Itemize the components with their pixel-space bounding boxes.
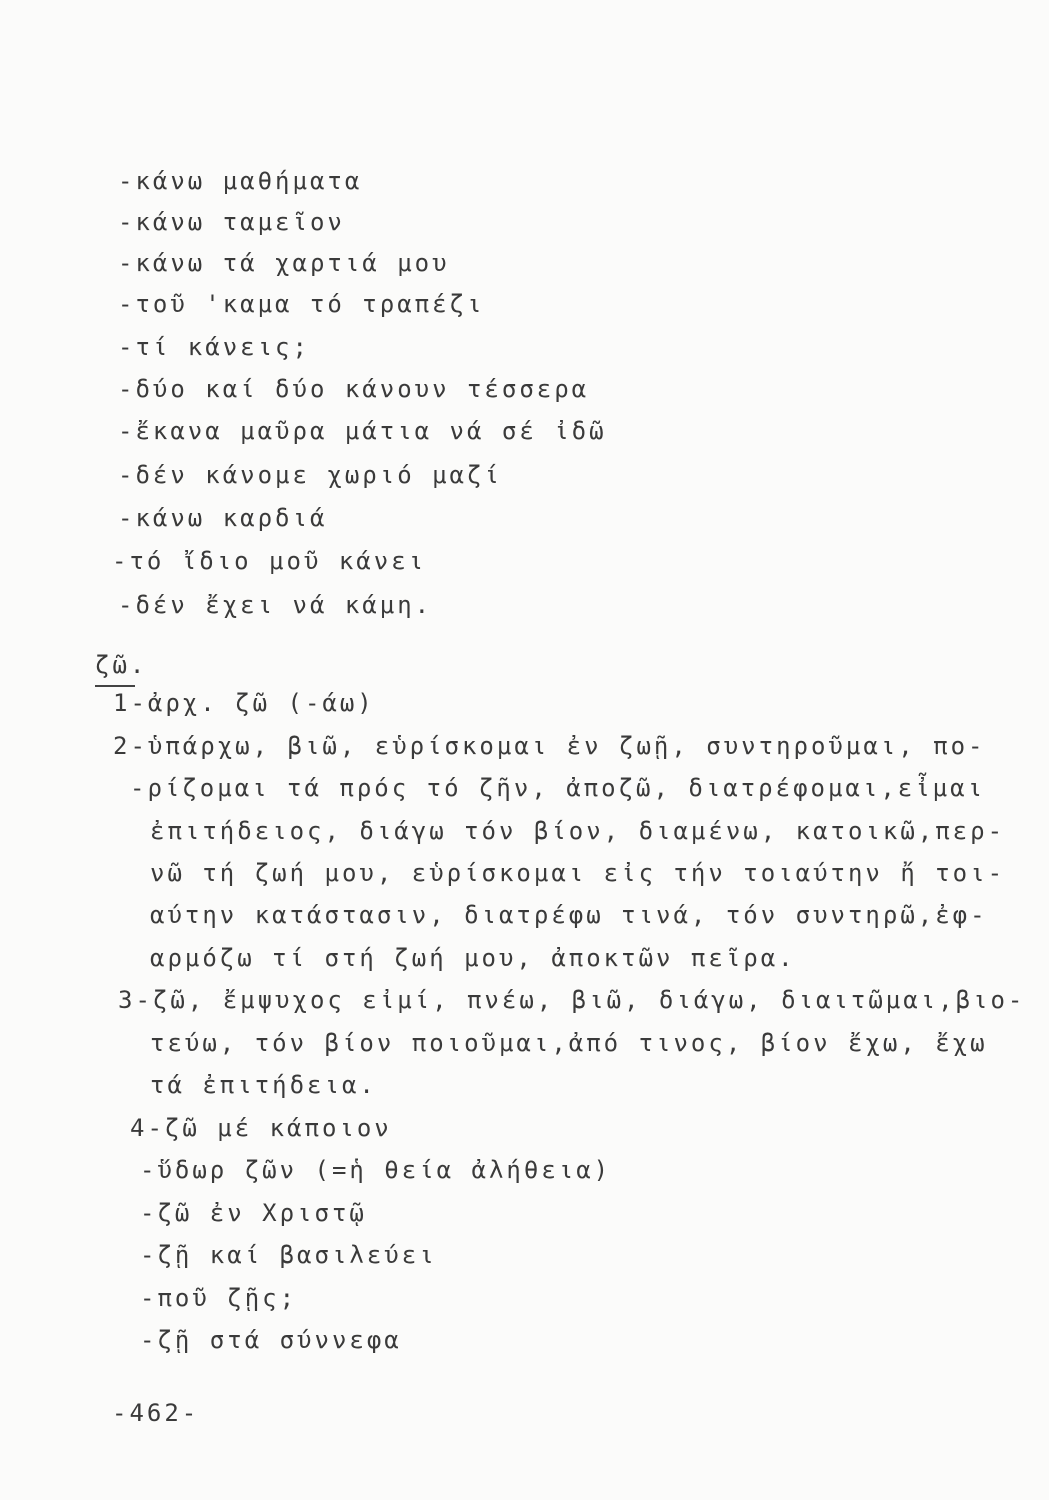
text-line: 2-ὑπάρχω, βιῶ, εὑρίσκομαι ἐν ζωῇ, συντηροῦμαι, πο- — [113, 732, 986, 760]
text-line: -κάνω τά χαρτιά μου — [118, 249, 450, 277]
heading-underline — [95, 685, 135, 687]
text-line: -τό ἴδιο μοῦ κάνει — [112, 547, 427, 575]
text-line: τεύω, τόν βίον ποιοῦμαι,ἀπό τινος, βίον ἔχω, ἔχω — [150, 1029, 988, 1057]
text-line: τά ἐπιτήδεια. — [150, 1071, 377, 1099]
text-line: -ποῦ ζῇς; — [140, 1284, 298, 1312]
text-line: 3-ζῶ, ἔμψυχος εἰμί, πνέω, βιῶ, διάγω, διαιτῶμαι,βιο- — [118, 986, 1026, 1014]
page-number: -462- — [112, 1399, 200, 1427]
text-line: -ρίζομαι τά πρός τό ζῆν, ἀποζῶ, διατρέφομαι,εἶμαι — [130, 774, 986, 802]
text-line: αύτην κατάστασιν, διατρέφω τινά, τόν συντηρῶ,ἐφ- — [150, 901, 988, 929]
text-line: -τοῦ 'καμα τό τραπέζι — [118, 290, 485, 318]
text-line: -κάνω μαθήματα — [118, 167, 363, 195]
text-line: 4-ζῶ μέ κάποιον — [130, 1114, 392, 1142]
text-line: -ἔκανα μαῦρα μάτια νά σέ ἰδῶ — [118, 417, 607, 445]
text-line: ἐπιτήδειος, διάγω τόν βίον, διαμένω, κατοικῶ,περ- — [150, 817, 1006, 845]
text-line: αρμόζω τί στή ζωή μου, ἀποκτῶν πεῖρα. — [150, 944, 796, 972]
text-line: -δύο καί δύο κάνουν τέσσερα — [118, 375, 590, 403]
entry-heading: ζῶ. — [95, 651, 148, 679]
text-line: -ζῶ ἐν Χριστῷ — [140, 1199, 367, 1227]
text-line: -δέν ἔχει νά κάμη. — [118, 591, 433, 619]
text-line: -κάνω καρδιά — [118, 504, 328, 532]
text-line: -τί κάνεις; — [118, 333, 310, 361]
text-line: -κάνω ταμεῖον — [118, 208, 345, 236]
text-line: 1-ἀρχ. ζῶ (-άω) — [113, 689, 375, 717]
text-line: -ὕδωρ ζῶν (=ἡ θεία ἀλήθεια) — [140, 1156, 612, 1184]
text-line: -δέν κάνομε χωριό μαζί — [118, 461, 502, 489]
text-line: νῶ τή ζωή μου, εὑρίσκομαι εἰς τήν τοιαύτην ἤ τοι- — [150, 859, 1006, 887]
text-line: -ζῇ στά σύννεφα — [140, 1326, 402, 1354]
text-line: -ζῇ καί βασιλεύει — [140, 1241, 437, 1269]
